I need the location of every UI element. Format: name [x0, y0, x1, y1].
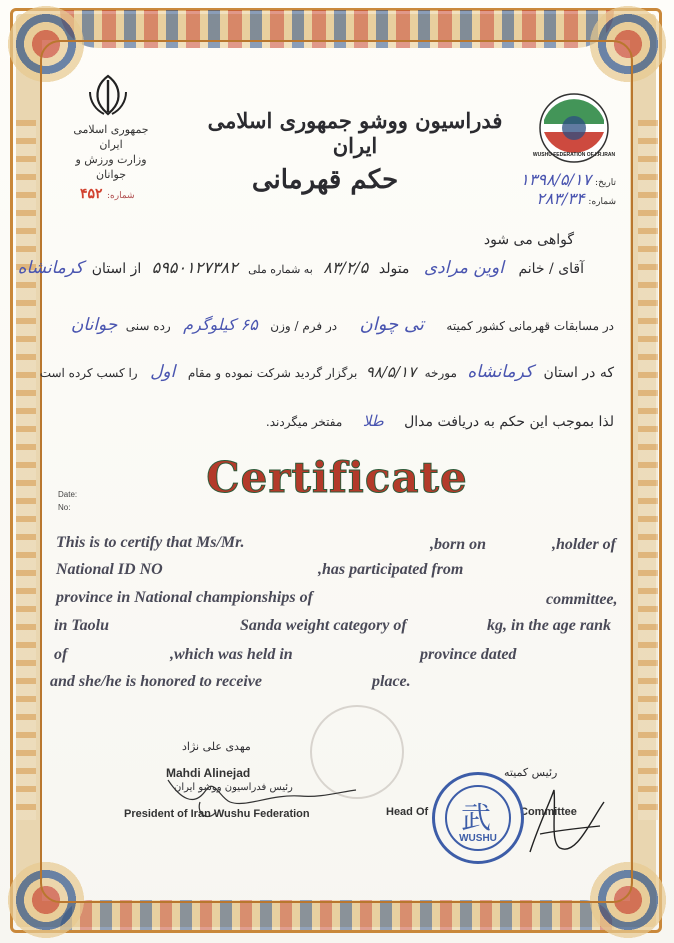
host-province-value: کرمانشاه — [467, 362, 534, 382]
president-title-fa: رئیس فدراسیون ووشو ایران — [174, 782, 293, 793]
date-label: تاریخ: — [595, 178, 616, 188]
athlete-name: اوین مرادی — [423, 258, 504, 278]
national-id-label: به شماره ملی — [248, 263, 313, 276]
intro-text: گواهی می شود — [483, 232, 574, 248]
birth-date: ۸۳/۲/۵ — [323, 258, 369, 277]
date-label-en: Date: — [58, 490, 78, 499]
committee-head-fa: رئیس کمیته — [504, 766, 558, 779]
title-prefix: آقای / خانم — [518, 261, 584, 277]
iran-emblem-icon — [82, 72, 134, 118]
province-label: از استان — [91, 261, 142, 277]
ref-label: شماره: — [588, 197, 616, 207]
persian-line-4 — [266, 412, 614, 430]
host-province-label: که در استان — [543, 365, 614, 381]
head-of-label: Head Of — [386, 806, 429, 818]
wushu-symbol-icon: 武 — [461, 801, 491, 836]
verdict-title: حکم قهرمانی — [251, 165, 399, 195]
place-value: اول — [150, 362, 176, 382]
born-label: متولد — [378, 261, 410, 277]
en-line1-a: This is to certify that Ms/Mr. — [56, 534, 245, 551]
rank-text: را کسب کرده است — [39, 366, 138, 380]
wushu-stamp — [432, 772, 524, 864]
president-title-en: President of Iran Wushu Federation — [124, 808, 310, 820]
medal-value: طلا — [362, 412, 384, 430]
en-line4-c: kg, in the age rank — [487, 617, 612, 634]
persian-line-2 — [67, 314, 614, 335]
en-line3-b: committee, — [546, 591, 618, 608]
president-name-en: Mahdi Alinejad — [166, 766, 251, 780]
medal-text: لذا بموجب این حکم به دریافت مدال — [404, 414, 614, 430]
number-value: ۴۵۲ — [80, 186, 103, 202]
national-id: ۵۹۵۰۱۲۷۳۸۲ — [151, 258, 238, 277]
en-line5-b: ,which was held in — [170, 646, 293, 663]
left-ornament — [16, 120, 36, 820]
en-line1-c: ,holder of — [552, 536, 616, 553]
en-line2-a: National ID NO — [56, 561, 163, 578]
weight-value: ۶۵ کیلوگرم — [183, 315, 258, 334]
persian-line-1 — [14, 258, 584, 278]
age-label: رده سنی — [125, 319, 171, 333]
date-value: ۱۳۹۸/۵/۱۷ — [520, 170, 592, 189]
wushu-federation-logo-icon — [530, 90, 618, 166]
age-value: جوانان — [70, 315, 118, 335]
en-line3-a: province in National championships of — [56, 589, 313, 606]
persian-line-3 — [40, 362, 614, 382]
championship-text: در مسابقات قهرمانی کشور کمیته — [446, 319, 614, 333]
held-text: برگزار گردید شرکت نموده و مقام — [187, 366, 358, 380]
en-line5-c: province dated — [420, 646, 517, 663]
number-label: شماره: — [107, 191, 135, 201]
committee-value: تی چوان — [359, 314, 424, 335]
certificate-title: Certificate — [206, 453, 468, 502]
federation-logo-caption: WUSHU FEDERATION OF I.R.IRAN — [532, 152, 616, 158]
ref-value: ۲۸۳/۳۴ — [536, 189, 585, 208]
bottom-ornament — [60, 900, 614, 930]
committee-label: Committee — [520, 806, 577, 818]
event-date-label: مورخه — [424, 366, 457, 380]
en-line5-a: of — [54, 646, 68, 663]
gov-name-line2: وزارت ورزش و جوانان — [75, 153, 147, 181]
en-line2-b: ,has participated from — [318, 561, 464, 578]
ministry-name — [70, 122, 152, 182]
event-date: ۹۸/۵/۱۷ — [365, 363, 417, 381]
president-name-fa: مهدی علی نژاد — [182, 740, 251, 753]
en-line6-a: and she/he is honored to receive — [50, 673, 262, 690]
stamp-text: WUSHU — [459, 833, 497, 844]
en-line6-b: place. — [372, 673, 411, 690]
en-line4-a: in Taolu — [54, 617, 109, 634]
number-field — [80, 186, 135, 202]
form-weight-label: در فرم / وزن — [270, 319, 338, 333]
province-value: کرمانشاه — [17, 258, 84, 278]
no-label-en: No: — [58, 503, 71, 512]
right-ornament — [638, 120, 658, 820]
committee-signature-icon — [520, 782, 610, 862]
gov-name-line1: جمهوری اسلامی ایران — [73, 123, 149, 151]
date-block — [506, 170, 616, 208]
en-line1-b: ,born on — [430, 536, 487, 553]
en-line4-b: Sanda weight category of — [240, 617, 407, 634]
honored-text: مفتخر میگردند. — [265, 415, 343, 429]
federation-title: فدراسیون ووشو جمهوری اسلامی ایران — [207, 108, 503, 158]
